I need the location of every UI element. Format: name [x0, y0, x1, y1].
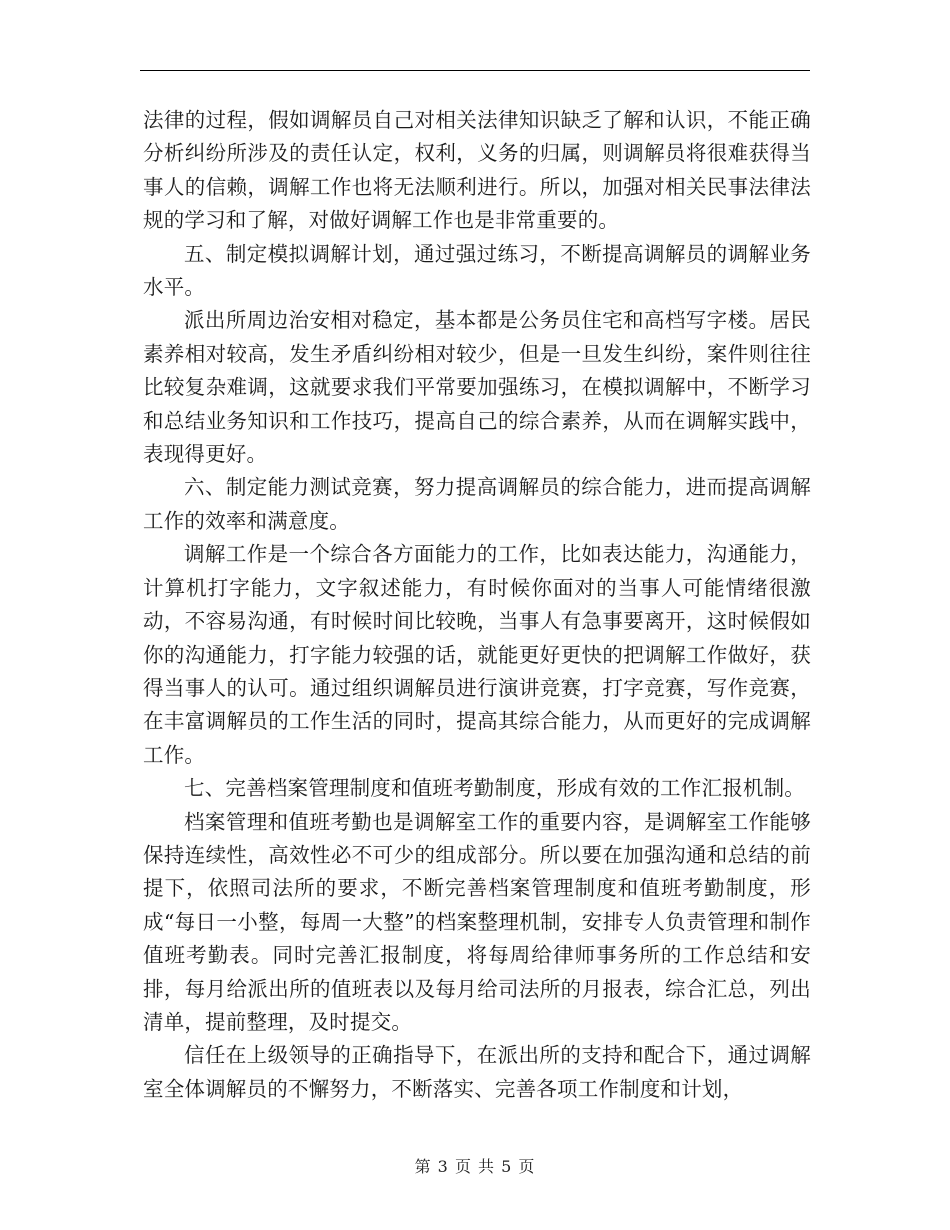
paragraph-heading-7: 七、完善档案管理制度和值班考勤制度，形成有效的工作汇报机制。: [184, 776, 805, 801]
page-footer: 第 3 页 共 5 页: [414, 1157, 536, 1176]
paragraph-1: 法律的过程，假如调解员自己对相关法律知识缺乏了解和认识，不能正确分析纠纷所涉及的责任认定，权利，义务的归属，则调解员将很难获得当事人的信赖，调解工作也将无法顺利进行。所以，加强对相关民事法律法规的学习和了解，对做好调解工作也是非常重要的。: [143, 108, 811, 233]
header-rule: [140, 70, 810, 71]
document-body: [143, 104, 811, 1106]
paragraph-5: 调解工作是一个综合各方面能力的工作，比如表达能力，沟通能力，计算机打字能力，文字叙述能力，有时候你面对的当事人可能情绪很激动，不容易沟通，有时候时间比较晚，当事人有急事要离开，这时候假如你的沟通能力，打字能力较强的话，就能更好更快的把调解工作做好，获得当事人的认可。通过组织调解员进行演讲竞赛，打字竞赛，写作竞赛，在丰富调解员的工作生活的同时，提高其综合能力，从而更好的完成调解工作。: [143, 542, 811, 767]
paragraph-8: 信任在上级领导的正确指导下，在派出所的支持和配合下，通过调解室全体调解员的不懈努力，不断落实、完善各项工作制度和计划，: [143, 1043, 811, 1101]
paragraph-heading-5: 五、制定模拟调解计划，通过强过练习，不断提高调解员的调解业务水平。: [143, 241, 811, 300]
paragraph-3: 派出所周边治安相对稳定，基本都是公务员住宅和高档写字楼。居民素养相对较高，发生矛盾纠纷相对较少，但是一旦发生纠纷，案件则往往比较复杂难调，这就要求我们平常要加强练习，在模拟调解中，不断学习和总结业务知识和工作技巧，提高自己的综合素养，从而在调解实践中，表现得更好。: [143, 308, 811, 467]
paragraph-7: 档案管理和值班考勤也是调解室工作的重要内容，是调解室工作能够保持连续性，高效性必不可少的组成部分。所以要在加强沟通和总结的前提下，依照司法所的要求，不断完善档案管理制度和值班考勤制度，形成“每日一小整，每周一大整”的档案整理机制，安排专人负责管理和制作值班考勤表。同时完善汇报制度，将每周给律师事务所的工作总结和安排，每月给派出所的值班表以及每月给司法所的月报表，综合汇总，列出清单，提前整理，及时提交。: [143, 809, 811, 1034]
paragraph-heading-6: 六、制定能力测试竞赛，努力提高调解员的综合能力，进而提高调解工作的效率和满意度。: [143, 475, 811, 533]
